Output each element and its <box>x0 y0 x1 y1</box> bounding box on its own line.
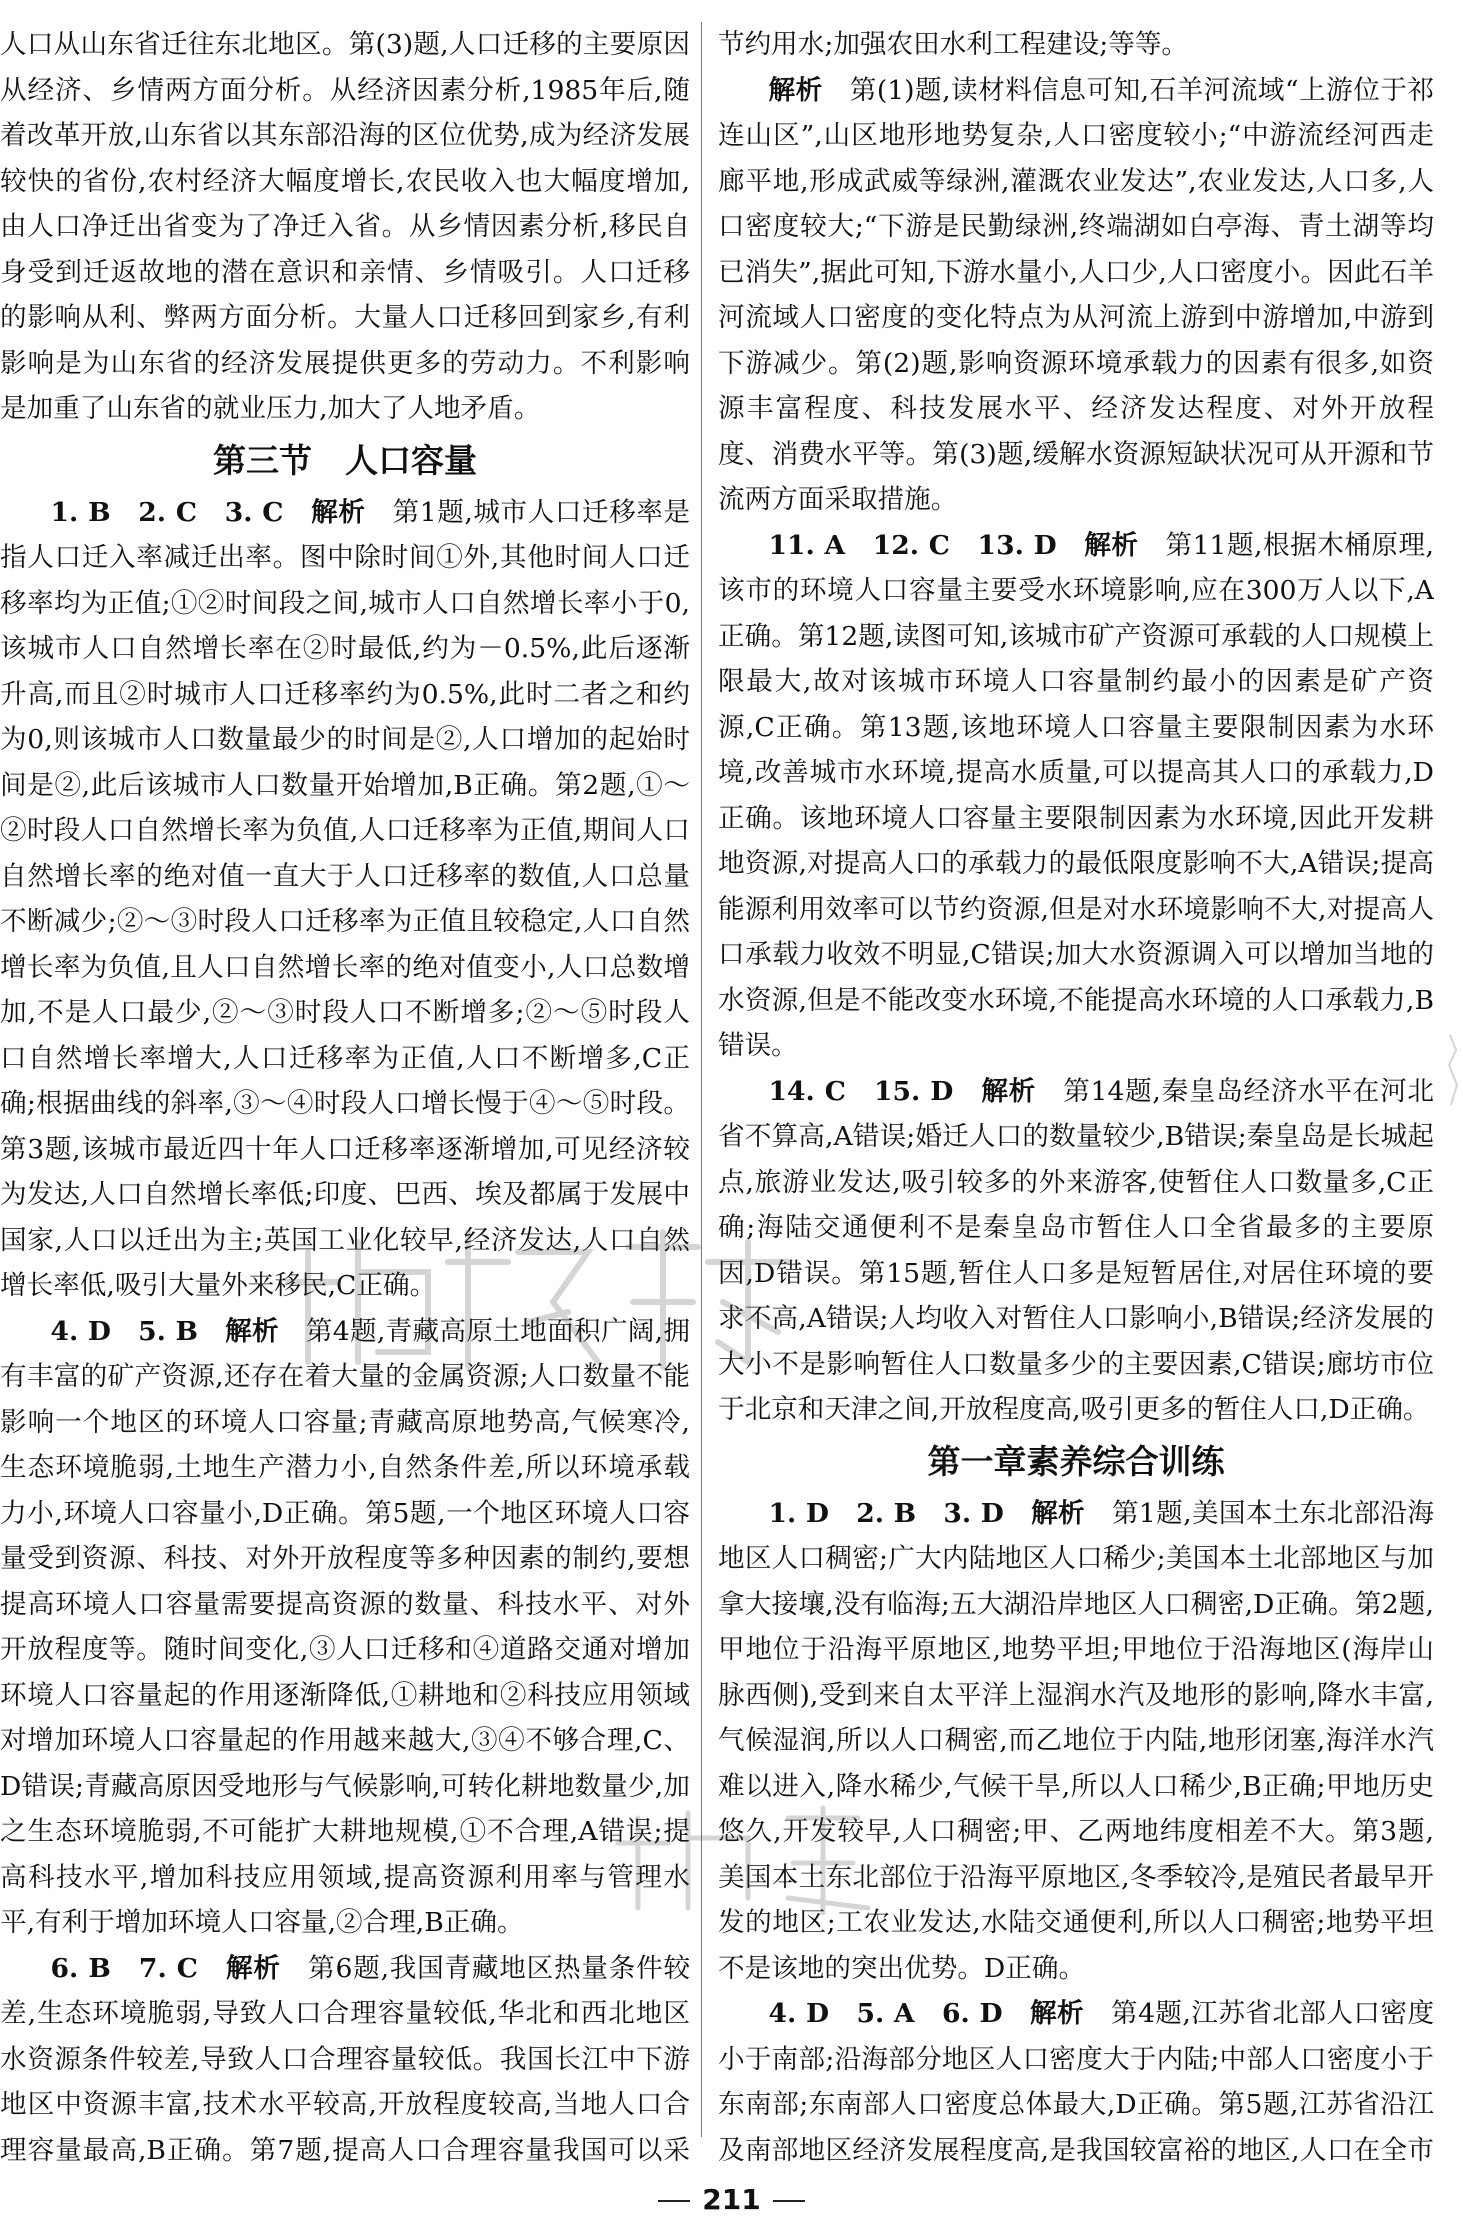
page-number: 211 <box>702 2183 761 2216</box>
analysis-text: 第1题,城市人口迁移率是指人口迁入率减迁出率。图中除时间①外,其他时间人口迁移率均为正值;①②时间段之间,城市人口自然增长率小于0,该城市人口自然增长率在②时最低,约为－0.5%,此后逐渐升高,而且②时城市人口迁移率约为0.5%,此时二者之和约为0,则该城市人口数量最少的时间是②,人口增加的起始时间是②,此后该城市人口数量开始增加,B正确。第2题,①～②时段人口自然增长率为负值,人口迁移率为正值,期间人口自然增长率的绝对值一直大于人口迁移率的数值,人口总量不断减少;②～③时段人口迁移率为正值且较稳定,人口自然增长率为负值,且人口自然增长率的绝对值变小,人口总数增加,不是人口最少,②～③时段人口不断增多;②～⑤时段人口自然增长率增大,人口迁移率为正值,人口不断增多,C正确;根据曲线的斜率,③～④时段人口增长慢于④～⑤时段。第3题,该城市最近四十年人口迁移率逐渐增加,可见经济较为发达,人口自然增长率低;印度、巴西、埃及都属于发展中国家,人口以迁出为主;英国工业化较早,经济发达,人口自然增长率低,吸引大量外来移民,C正确。 <box>0 496 690 1301</box>
footer-dash-left <box>658 2200 690 2202</box>
analysis-text: 第6题,我国青藏地区热量条件较差,生态环境脆弱,导致人口合理容量较低,华北和西北地区水资源条件较差,导致人口合理容量较低。我国长江中下游地区中资源丰富,技术水平较高,开放程度较高,当地人口合理容量最高,B正确。第7题,提高人口合理容量我国可以采 <box>0 1952 690 2166</box>
answer-key: 14. C 15. D <box>768 1075 954 1107</box>
answer-key: 1. B 2. C 3. C <box>50 496 284 528</box>
analysis-text: 第4题,江苏省北部人口密度小于南部;沿海部分地区人口密度大于内陆;中部人口密度小于东南部;东南部人口密度总体最大,D正确。第5题,江苏省沿江及南部地区经济发展程度高,是我国较富裕的地区,人口在全市 <box>718 1998 1434 2166</box>
analysis-label: 解析 <box>768 74 823 106</box>
analysis-text: 第14题,秦皇岛经济水平在河北省不算高,A错误;婚迁人口的数量较少,B错误;秦皇岛是长城起点,旅游业发达,吸引较多的外来游客,使暂住人口数量多,C正确;海陆交通便利不是秦皇岛市暂住人口全省最多的主要原因,D错误。第15题,暂住人口多是短暂居住,对居住环境的要求不高,A错误;人均收入对暂住人口影响小,B错误;经济发展的大小不是影响暂住人口数量多少的主要因素,C错误;廊坊市位于北京和天津之间,开放程度高,吸引更多的暂住人口,D正确。 <box>718 1075 1434 1425</box>
analysis-label: 解析 <box>226 1952 281 1984</box>
answer-key: 1. D 2. B 3. D <box>768 1497 1004 1529</box>
analysis-text: 第11题,根据木桶原理,该市的环境人口容量主要受水环境影响,应在300万人以下,A正确。第12题,读图可知,该城市矿产资源可承载的人口规模上限最大,故对该城市环境人口容量制约最小的因素是矿产资源,C正确。第13题,该地环境人口容量主要限制因素为水环境,改善城市水环境,提高水质量,可以提高其人口的承载力,D正确。该地环境人口容量主要限制因素为水环境,因此开发耕地资源,对提高人口的承载力的最低限度影响不大,A错误;提高能源利用效率可以节约资源,但是对水环境影响不大,对提高人口承载力收效不明显,C错误;加大水资源调入可以增加当地的水资源,但是不能改变水环境,不能提高水环境的人口承载力,B错误。 <box>718 529 1434 1061</box>
page-footer <box>0 2183 1463 2217</box>
answer-key: 4. D 5. A 6. D <box>768 1998 1003 2029</box>
analysis-label: 解析 <box>1029 1998 1085 2029</box>
analysis-text: 第(1)题,读材料信息可知,石羊河流域“上游位于祁连山区”,山区地形地势复杂,人口密度较小;“中游流经河西走廊平地,形成武威等绿洲,灌溉农业发达”,农业发达,人口多,人口密度较大;“下游是民勤绿洲,终端湖如白亭海、青土湖等均已消失”,据此可知,下游水量小,人口少,人口密度小。因此石羊河流域人口密度的变化特点为从河流上游到中游增加,中游到下游减少。第(2)题,影响资源环境承载力的因素有很多,如资源丰富程度、科技发展水平、经济发达程度、对外开放程度、消费水平等。第(3)题,缓解水资源短缺状况可从开源和节流两方面采取措施。 <box>718 74 1434 515</box>
analysis-text: 第4题,青藏高原土地面积广阔,拥有丰富的矿产资源,还存在着大量的金属资源;人口数量不能影响一个地区的环境人口容量;青藏高原地势高,气候寒冷,生态环境脆弱,土地生产潜力小,自然条件差,所以环境承载力小,环境人口容量小,D正确。第5题,一个地区环境人口容量受到资源、科技、对外开放程度等多种因素的制约,要想提高环境人口容量需要提高资源的数量、科技水平、对外开放程度等。随时间变化,③人口迁移和④道路交通对增加环境人口容量起的作用逐渐降低,①耕地和②科技应用领域对增加环境人口容量起的作用越来越大,③④不够合理,C、D错误;青藏高原因受地形与气候影响,可转化耕地数量少,加之生态环境脆弱,不可能扩大耕地规模,①不合理,A错误;提高科技水平,增加科技应用领域,提高资源利用率与管理水平,有利于增加环境人口容量,②合理,B正确。 <box>0 1315 690 1938</box>
intro-paragraph: 人口从山东省迁往东北地区。第(3)题,人口迁移的主要原因从经济、乡情两方面分析。从经济因素分析,1985年后,随着改革开放,山东省以其东部沿海的区位优势,成为经济发展较快的省份,农村经济大幅度增长,农民收入也大幅度增加,由人口净迁出省变为了净迁入省。从乡情因素分析,移民自身受到迁返故地的潜在意识和亲情、乡情吸引。人口迁移的影响从利、弊两方面分析。大量人口迁移回到家乡,有利影响是为山东省的经济发展提供更多的劳动力。不利影响是加重了山东省的就业压力,加大了人地矛盾。 <box>0 29 690 424</box>
analysis-text: 第1题,美国本土东北部沿海地区人口稠密;广大内陆地区人口稀少;美国本土北部地区与加拿大接壤,没有临海;五大湖沿岸地区人口稠密,D正确。第2题,甲地位于沿海平原地区,地势平坦;甲地位于沿海地区(海岸山脉西侧),受到来自太平洋上湿润水汽及地形的影响,降水丰富,气候湿润,所以人口稠密,而乙地位于内陆,地形闭塞,海洋水汽难以进入,降水稀少,气候干旱,所以人口稀少,B正确;甲地历史悠久,开发较早,人口稠密;甲、乙两地纬度相差不大。第3题,美国本土东北部位于沿海平原地区,冬季较冷,是殖民者最早开发的地区;工农业发达,水陆交通便利,所以人口稠密;地势平坦不是该地的突出优势。D正确。 <box>718 1497 1434 1984</box>
left-column <box>0 22 690 2175</box>
analysis-label: 解析 <box>311 496 366 528</box>
answer-continuation: 节约用水;加强农田水利工程建设;等等。 <box>718 29 1189 60</box>
answer-block-1-3 <box>0 490 690 1309</box>
footer-dash-right <box>773 2200 805 2202</box>
analysis-label: 解析 <box>1031 1497 1085 1529</box>
answer-block-11-13 <box>718 523 1434 1069</box>
answer-key: 11. A 12. C 13. D <box>768 529 1057 561</box>
answer-key: 4. D 5. B <box>50 1315 198 1347</box>
analysis-label: 解析 <box>981 1075 1036 1107</box>
answer-block-4-5 <box>0 1309 690 1946</box>
review-block-4-6 <box>718 1991 1434 2175</box>
section-title-population-capacity: 第三节 人口容量 <box>213 440 477 480</box>
edge-smudge <box>1446 1030 1460 1110</box>
analysis-label: 解析 <box>225 1315 279 1347</box>
column-divider <box>701 22 702 2137</box>
analysis-block-10 <box>718 68 1434 523</box>
answer-block-14-15 <box>718 1069 1434 1433</box>
analysis-label: 解析 <box>1084 529 1139 561</box>
right-column <box>718 22 1434 2175</box>
answer-block-6-7 <box>0 1946 690 2176</box>
review-block-1-3 <box>718 1491 1434 1992</box>
answer-key: 6. B 7. C <box>50 1952 198 1984</box>
section-title-chapter-review: 第一章素养综合训练 <box>927 1441 1225 1481</box>
